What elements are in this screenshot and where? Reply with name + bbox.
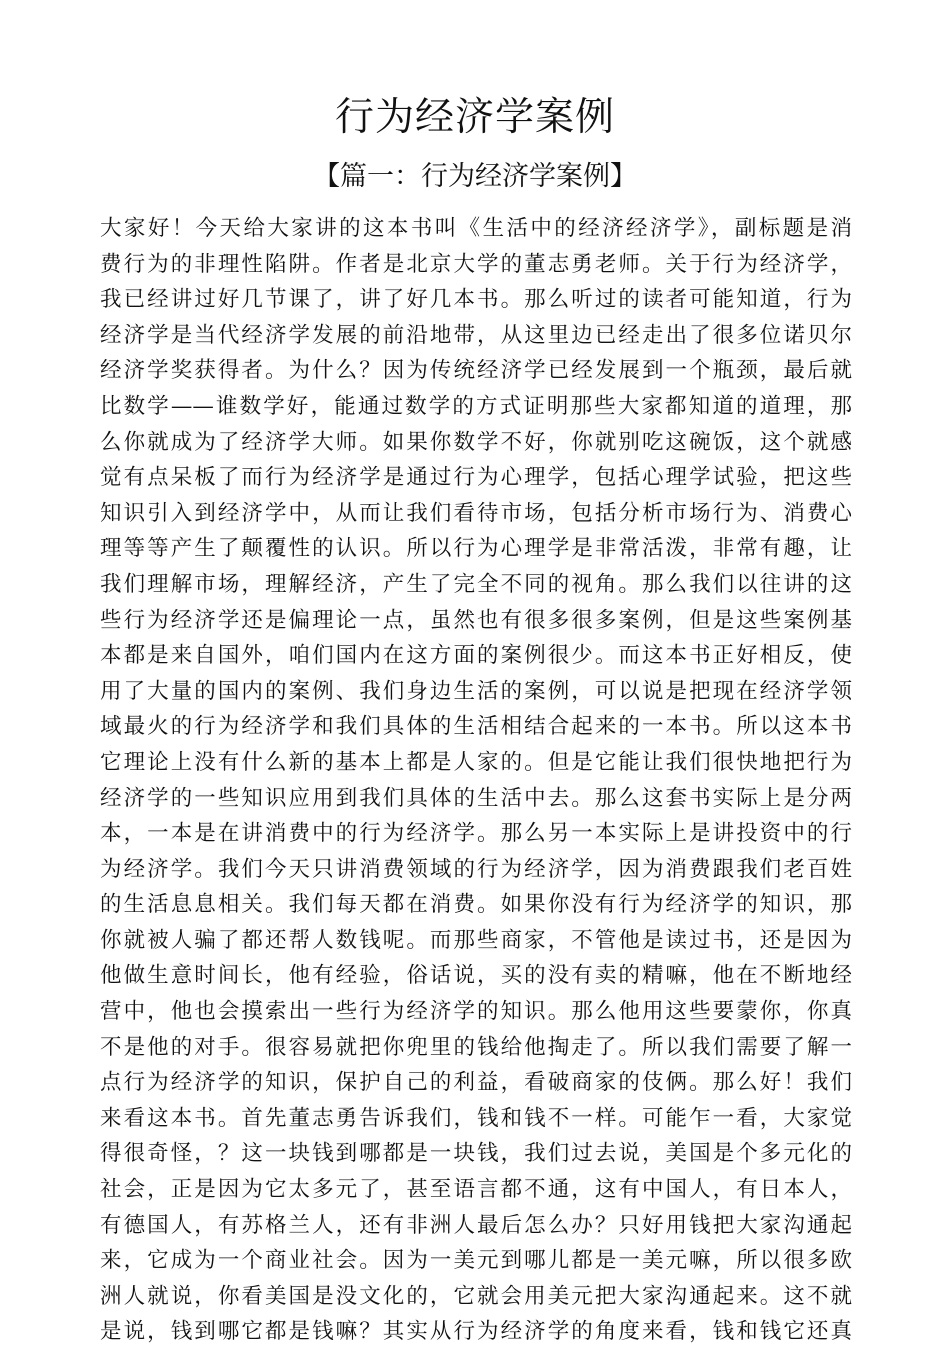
- paragraph-line: 你就被人骗了都还帮人数钱呢。而那些商家，不管他是读过书，还是因为: [100, 927, 852, 953]
- paragraph-line: 有德国人，有苏格兰人，还有非洲人最后怎么办？只好用钱把大家沟通起: [100, 1212, 852, 1238]
- paragraph-line: 得很奇怪，？这一块钱到哪都是一块钱，我们过去说，美国是个多元化的: [100, 1141, 852, 1167]
- paragraph-line: 社会，正是因为它太多元了，甚至语言都不通，这有中国人，有日本人，: [100, 1177, 852, 1203]
- paragraph-line: 费行为的非理性陷阱。作者是北京大学的董志勇老师。关于行为经济学，: [100, 251, 852, 277]
- paragraph-line: 他做生意时间长，他有经验，俗话说，买的没有卖的精嘛，他在不断地经: [100, 963, 852, 989]
- paragraph-line: 用了大量的国内的案例、我们身边生活的案例，可以说是把现在经济学领: [100, 678, 852, 704]
- paragraph-line: 是说，钱到哪它都是钱嘛？其实从行为经济学的角度来看，钱和钱它还真: [100, 1319, 852, 1345]
- paragraph-line: 觉有点呆板了而行为经济学是通过行为心理学，包括心理学试验，把这些: [100, 465, 852, 491]
- paragraph-line: 知识引入到经济学中，从而让我们看待市场，包括分析市场行为、消费心: [100, 500, 852, 526]
- paragraph-line: 些行为经济学还是偏理论一点，虽然也有很多很多案例，但是这些案例基: [100, 607, 852, 633]
- paragraph-line: 营中，他也会摸索出一些行为经济学的知识。那么他用这些要蒙你，你真: [100, 999, 852, 1025]
- body-paragraph: [100, 211, 852, 1350]
- paragraph-line: 理等等产生了颠覆性的认识。所以行为心理学是非常活泼，非常有趣，让: [100, 536, 852, 562]
- paragraph-line: 大家好！今天给大家讲的这本书叫《生活中的经济经济学》，副标题是消: [100, 216, 852, 241]
- paragraph-line: 我们理解市场，理解经济，产生了完全不同的视角。那么我们以往讲的这: [100, 571, 852, 597]
- paragraph-line: 我已经讲过好几节课了，讲了好几本书。那么听过的读者可能知道，行为: [100, 287, 852, 313]
- paragraph-line: 它理论上没有什么新的基本上都是人家的。但是它能让我们很快地把行为: [100, 749, 852, 775]
- document-title: 行为经济学案例: [334, 95, 615, 140]
- paragraph-line: 比数学——谁数学好，能通过数学的方式证明那些大家都知道的道理，那: [100, 393, 852, 419]
- paragraph-line: 点行为经济学的知识，保护自己的利益，看破商家的伎俩。那么好！我们: [100, 1070, 852, 1096]
- paragraph-line: 不是他的对手。很容易就把你兜里的钱给他掏走了。所以我们需要了解一: [100, 1034, 852, 1060]
- paragraph-line: 来，它成为一个商业社会。因为一美元到哪儿都是一美元嘛，所以很多欧: [100, 1248, 852, 1274]
- paragraph-line: 域最火的行为经济学和我们具体的生活相结合起来的一本书。所以这本书: [100, 714, 852, 740]
- section-heading: 【篇一：行为经济学案例】: [313, 161, 637, 192]
- paragraph-line: 经济学奖获得者。为什么？因为传统经济学已经发展到一个瓶颈，最后就: [100, 358, 852, 384]
- paragraph-line: 来看这本书。首先董志勇告诉我们，钱和钱不一样。可能乍一看，大家觉: [100, 1105, 852, 1131]
- paragraph-line: 的生活息息相关。我们每天都在消费。如果你没有行为经济学的知识，那: [100, 892, 852, 918]
- paragraph-line: 本都是来自国外，咱们国内在这方面的案例很少。而这本书正好相反，使: [100, 643, 852, 669]
- paragraph-line: 洲人就说，你看美国是没文化的，它就会用美元把大家沟通起来。这不就: [100, 1283, 852, 1309]
- paragraph-line: 经济学是当代经济学发展的前沿地带，从这里边已经走出了很多位诺贝尔: [100, 322, 852, 348]
- paragraph-line: 为经济学。我们今天只讲消费领域的行为经济学，因为消费跟我们老百姓: [100, 856, 852, 882]
- paragraph-line: 本，一本是在讲消费中的行为经济学。那么另一本实际上是讲投资中的行: [100, 821, 852, 847]
- paragraph-line: 经济学的一些知识应用到我们具体的生活中去。那么这套书实际上是分两: [100, 785, 852, 811]
- paragraph-line: 么你就成为了经济学大师。如果你数学不好，你就别吃这碗饭，这个就感: [100, 429, 852, 455]
